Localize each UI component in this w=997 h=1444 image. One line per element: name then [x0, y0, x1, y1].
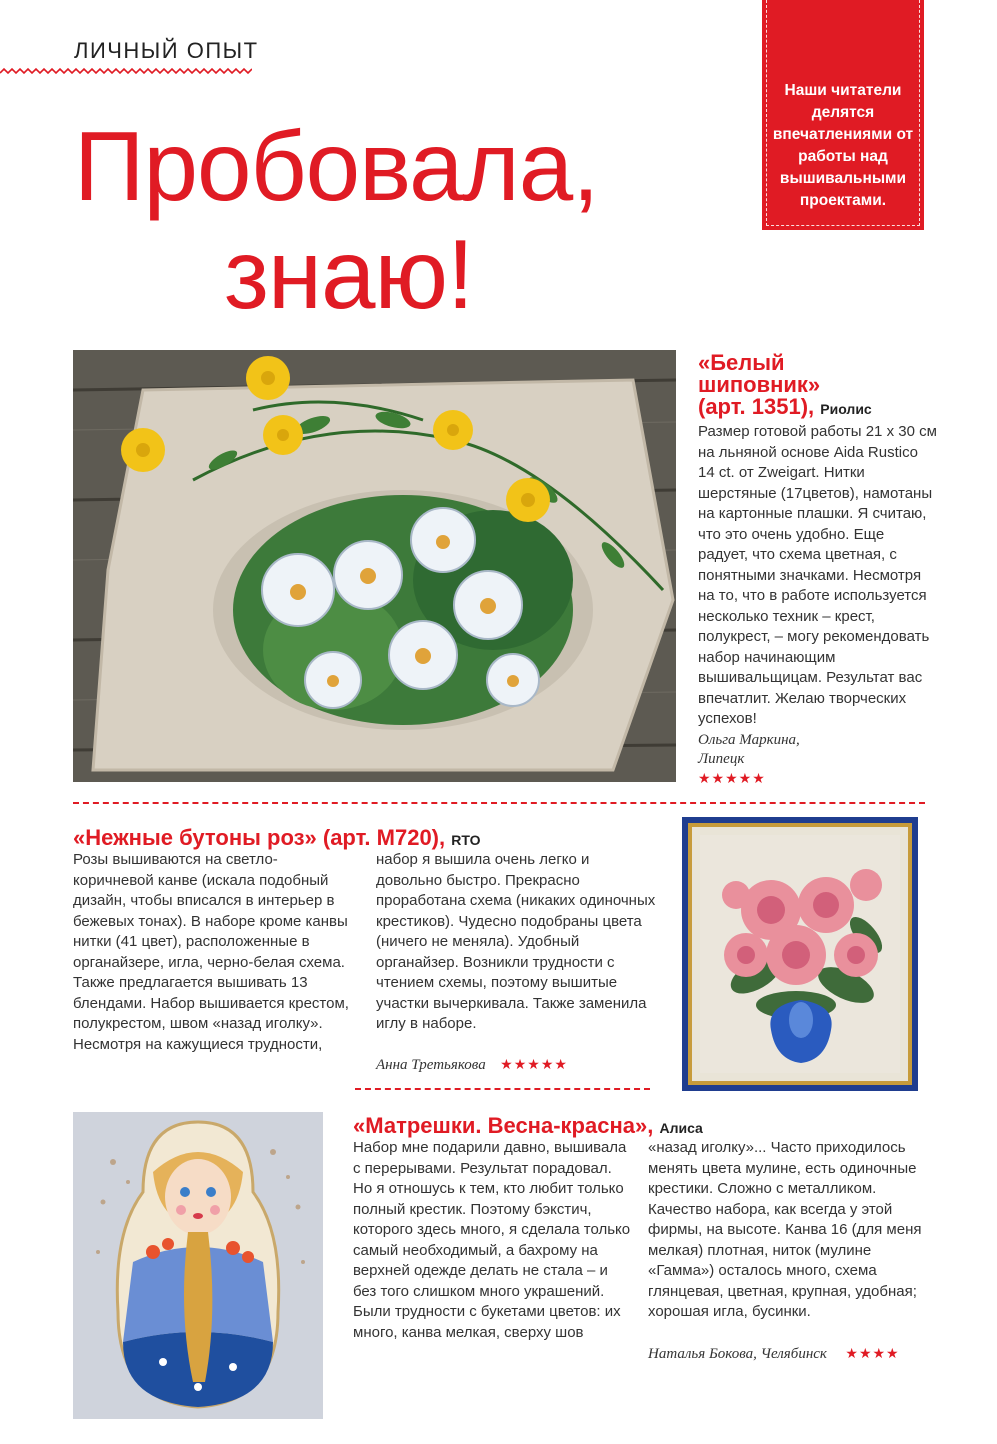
- ribbon-text: Наши читатели делятся впечатлениями от работы над вышивальными проектами.: [772, 82, 914, 209]
- review-body-col-2: набор я вышила очень легко и довольно быстро. Прекрасно проработана схема (никаких одиночных крестиков). Чудесно подобраны цвета (ничего не меняла). Удобный органайзер. Возникли трудности с чтением схемы, поэтому вышитые участки вычеркивала. Также заменила иглу в наборе.: [376, 851, 656, 1032]
- headline-line-1: Пробовала,: [74, 111, 599, 221]
- review-title: «Нежные бутоны роз» (арт. М720),: [73, 825, 446, 850]
- review-rose-buds: [73, 826, 663, 852]
- headline-line-2: знаю!: [224, 219, 474, 329]
- page-headline: [74, 112, 598, 328]
- brand-name: RTO: [451, 832, 481, 848]
- white-rose-embroidery-photo: [73, 350, 676, 782]
- review-author: Анна Третьякова: [376, 1057, 486, 1073]
- section-divider: [73, 802, 925, 804]
- rating-stars: ★★★★: [845, 1345, 900, 1361]
- review-signature: [648, 1345, 938, 1363]
- review-title: «Матрешки. Весна-красна»,: [353, 1113, 654, 1138]
- review-matryoshka: [353, 1114, 933, 1140]
- brand-name: Алиса: [659, 1120, 703, 1136]
- review-signature: [376, 1056, 666, 1074]
- section-divider-short: [355, 1088, 650, 1090]
- intro-ribbon: [762, 0, 924, 230]
- review-white-rose: [698, 352, 938, 787]
- review-title-line-3: (арт. 1351),: [698, 394, 815, 419]
- framed-roses-embroidery-photo: [676, 815, 922, 1093]
- section-label: ЛИЧНЫЙ ОПЫТ: [74, 38, 259, 63]
- rating-stars: ★★★★★: [500, 1056, 568, 1072]
- matryoshka-embroidery-photo: [73, 1112, 323, 1419]
- review-title-line-2: шиповник»: [698, 372, 821, 397]
- rating-stars: ★★★★★: [698, 769, 766, 786]
- review-body-col-1: Розы вышиваются на светло-коричневой канве (искала подобный дизайн, чтобы вписался в интерьер в бежевых тонах). В наборе кроме канвы нитки (41 цвет), расположенные в органайзере, игла, черно-белая схема. Также предлагается вышивать 13 блендами. Набор вышивается крестом, полукрестом, швом «назад иголку». Несмотря на кажущиеся трудности,: [73, 851, 349, 1053]
- review-author: Наталья Бокова, Челябинск: [648, 1346, 827, 1362]
- brand-name: Риолис: [820, 401, 872, 417]
- review-author: Ольга Маркина,: [698, 731, 800, 748]
- review-title: [698, 352, 938, 420]
- review-city: Липецк: [698, 750, 745, 767]
- zigzag-divider: [0, 66, 252, 76]
- review-title-line-1: «Белый: [698, 350, 785, 375]
- review-body: Размер готовой работы 21 х 30 см на льняной основе Aida Rustico 14 ct. от Zweigart. Нитки шерстяные (17цветов), намотаны на картонные плашки. Я считаю, что это очень удобно. Еще радует, что схема цветная, с понятными значками. Несмотря на то, что в работе используется несколько техник – крест, полукрест, – могу рекомендовать набор начинающим вышивальщицам. Результат вас впечатлит. Желаю творческих успехов!: [698, 423, 937, 727]
- review-body-col-1: Набор мне подарили давно, вышивала с перерывами. Результат порадовал. Но я отношусь к тем, кто любит только полный крестик. Поэтому бэкстич, которого здесь много, я сделала только самый необходимый, а бахрому на верхней одежде делать не стала – и без того слишком много украшений. Были трудности с букетами цветов: их много, канва мелкая, сверху шов: [353, 1139, 631, 1341]
- review-body-col-2: «назад иголку»... Часто приходилось менять цвета мулине, есть одиночные крестики. Сложно с металликом. Качество набора, как всегда у этой фирмы, на высоте. Канва 16 (для меня мелкая) плотная, ниток (мулине «Гамма») осталось много, схема глянцевая, цветная, крупная, удобная; хорошая игла, бусинки.: [648, 1139, 922, 1320]
